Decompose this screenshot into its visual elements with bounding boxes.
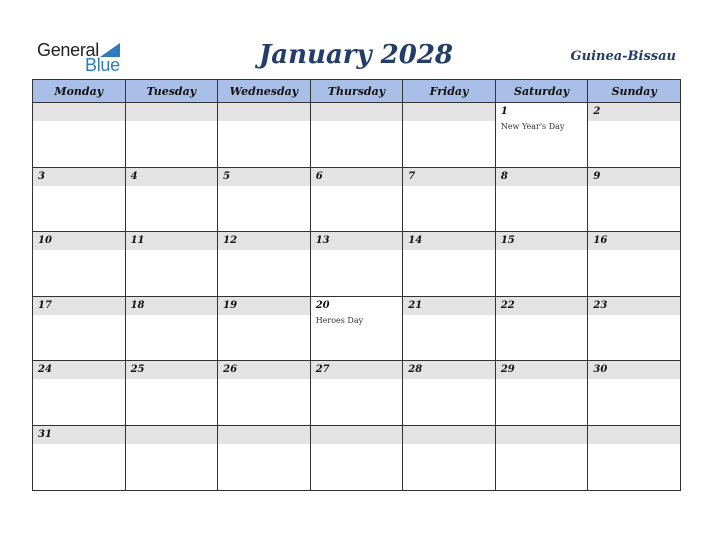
day-number: 1 bbox=[496, 103, 588, 121]
day-cell bbox=[33, 296, 126, 361]
day-cell bbox=[588, 425, 681, 490]
day-number: 11 bbox=[126, 232, 218, 250]
weekday-header-row bbox=[33, 80, 681, 103]
day-cell bbox=[125, 425, 218, 490]
day-cell bbox=[125, 103, 218, 168]
day-number bbox=[496, 426, 588, 444]
day-cell bbox=[33, 425, 126, 490]
day-number: 25 bbox=[126, 361, 218, 379]
day-cell bbox=[310, 232, 403, 297]
day-cell bbox=[218, 167, 311, 232]
day-cell bbox=[33, 167, 126, 232]
day-cell bbox=[218, 425, 311, 490]
day-number: 3 bbox=[33, 168, 125, 186]
day-number bbox=[311, 426, 403, 444]
day-number bbox=[403, 426, 495, 444]
day-cell bbox=[310, 425, 403, 490]
calendar-body bbox=[33, 103, 681, 491]
day-cell bbox=[495, 361, 588, 426]
day-cell bbox=[310, 296, 403, 361]
day-number: 24 bbox=[33, 361, 125, 379]
day-cell bbox=[33, 232, 126, 297]
day-cell bbox=[495, 103, 588, 168]
day-number: 14 bbox=[403, 232, 495, 250]
weekday-header: Monday bbox=[33, 80, 126, 103]
logo-general-text: General bbox=[37, 40, 99, 60]
day-number: 28 bbox=[403, 361, 495, 379]
weekday-header: Tuesday bbox=[125, 80, 218, 103]
weekday-header: Sunday bbox=[588, 80, 681, 103]
logo-blue-text: Blue bbox=[85, 55, 120, 75]
day-number: 12 bbox=[218, 232, 310, 250]
day-cell bbox=[125, 167, 218, 232]
calendar-grid bbox=[32, 79, 681, 491]
day-cell bbox=[310, 361, 403, 426]
week-row bbox=[33, 296, 681, 361]
weekday-header: Wednesday bbox=[218, 80, 311, 103]
day-number bbox=[403, 103, 495, 121]
day-number: 8 bbox=[496, 168, 588, 186]
weekday-header: Friday bbox=[403, 80, 496, 103]
day-number: 13 bbox=[311, 232, 403, 250]
day-number: 30 bbox=[588, 361, 680, 379]
week-row bbox=[33, 232, 681, 297]
day-number: 23 bbox=[588, 297, 680, 315]
day-number: 20 bbox=[311, 297, 403, 315]
day-number bbox=[218, 426, 310, 444]
weekday-header: Thursday bbox=[310, 80, 403, 103]
day-number: 26 bbox=[218, 361, 310, 379]
day-cell bbox=[588, 232, 681, 297]
day-cell bbox=[218, 103, 311, 168]
day-cell bbox=[495, 425, 588, 490]
day-cell bbox=[588, 167, 681, 232]
day-cell bbox=[125, 232, 218, 297]
day-number: 21 bbox=[403, 297, 495, 315]
week-row bbox=[33, 425, 681, 490]
day-cell bbox=[310, 167, 403, 232]
day-number: 10 bbox=[33, 232, 125, 250]
day-cell bbox=[218, 232, 311, 297]
day-number bbox=[126, 103, 218, 121]
day-number: 9 bbox=[588, 168, 680, 186]
day-cell bbox=[495, 167, 588, 232]
country-name: Guinea-Bissau bbox=[570, 49, 676, 64]
day-number: 27 bbox=[311, 361, 403, 379]
holiday-label: New Year's Day bbox=[500, 122, 565, 131]
day-cell bbox=[33, 103, 126, 168]
weekday-header: Saturday bbox=[495, 80, 588, 103]
day-number: 29 bbox=[496, 361, 588, 379]
day-cell bbox=[403, 232, 496, 297]
day-number: 19 bbox=[218, 297, 310, 315]
week-row bbox=[33, 361, 681, 426]
day-number: 17 bbox=[33, 297, 125, 315]
day-cell bbox=[403, 103, 496, 168]
day-cell bbox=[495, 232, 588, 297]
holiday-label: Heroes Day bbox=[315, 315, 364, 325]
week-row bbox=[33, 167, 681, 232]
day-cell bbox=[310, 103, 403, 168]
day-number: 22 bbox=[496, 297, 588, 315]
day-number: 16 bbox=[588, 232, 680, 250]
day-cell bbox=[125, 296, 218, 361]
day-number bbox=[311, 103, 403, 121]
day-cell bbox=[125, 361, 218, 426]
day-number bbox=[588, 426, 680, 444]
day-number: 5 bbox=[218, 168, 310, 186]
day-number: 2 bbox=[588, 103, 680, 121]
day-cell bbox=[588, 296, 681, 361]
day-number: 31 bbox=[33, 426, 125, 444]
day-cell bbox=[588, 103, 681, 168]
day-number: 6 bbox=[311, 168, 403, 186]
day-cell bbox=[403, 296, 496, 361]
day-number: 18 bbox=[126, 297, 218, 315]
day-number bbox=[218, 103, 310, 121]
calendar-title: January 2028 bbox=[258, 40, 454, 70]
day-cell bbox=[495, 296, 588, 361]
day-cell bbox=[218, 361, 311, 426]
day-cell bbox=[403, 167, 496, 232]
day-number: 4 bbox=[126, 168, 218, 186]
week-row bbox=[33, 103, 681, 168]
day-cell bbox=[588, 361, 681, 426]
day-number: 15 bbox=[496, 232, 588, 250]
day-number bbox=[126, 426, 218, 444]
day-number: 7 bbox=[403, 168, 495, 186]
day-cell bbox=[403, 361, 496, 426]
day-cell bbox=[218, 296, 311, 361]
day-cell bbox=[403, 425, 496, 490]
day-number bbox=[33, 103, 125, 121]
day-cell bbox=[33, 361, 126, 426]
